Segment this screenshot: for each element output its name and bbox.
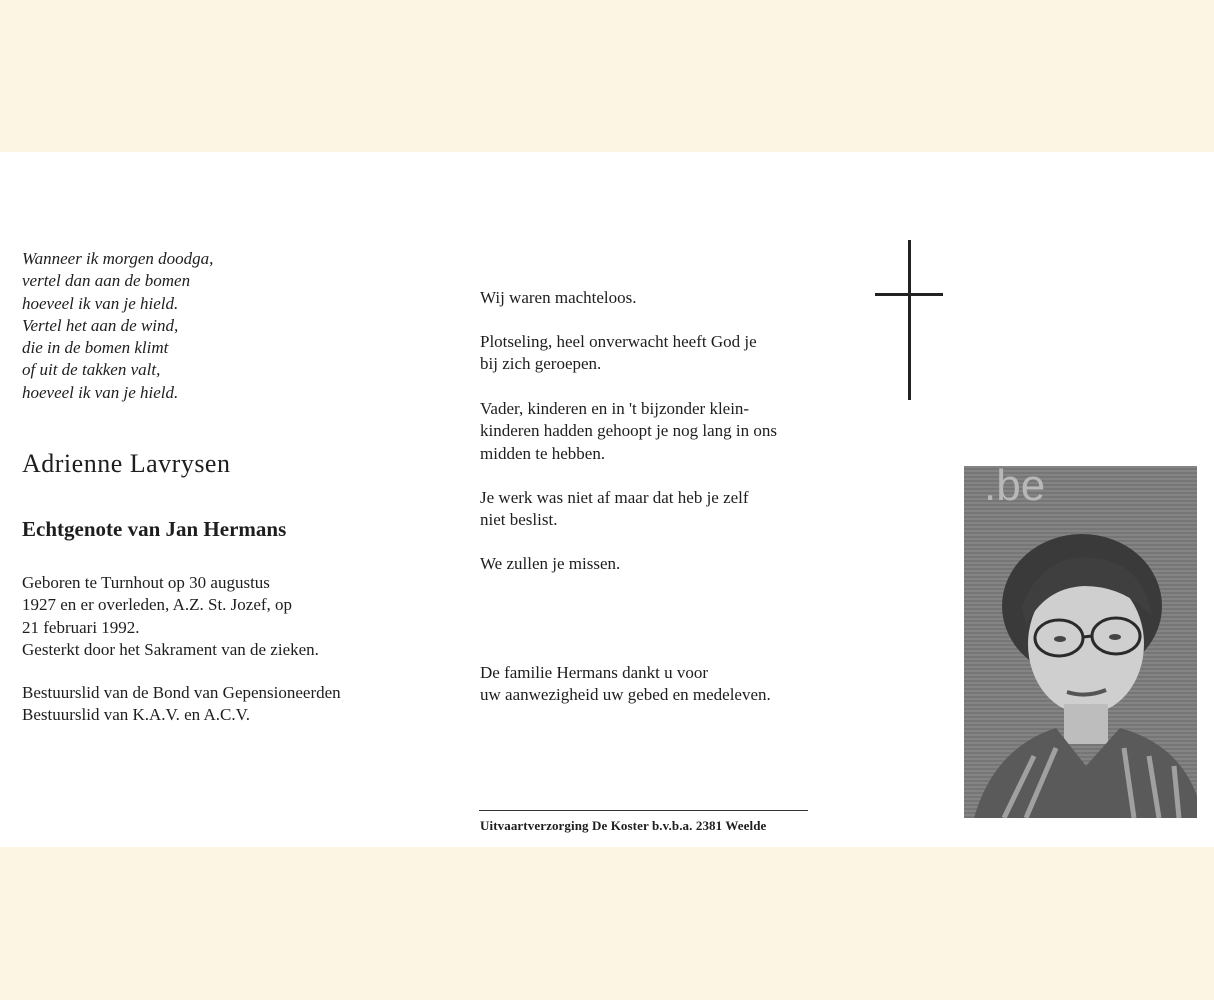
thanks-line: uw aanwezigheid uw gebed en medeleven. bbox=[480, 685, 771, 705]
portrait-photo bbox=[964, 466, 1197, 818]
poem bbox=[22, 248, 213, 404]
poem-line: vertel dan aan de bomen bbox=[22, 271, 191, 291]
cross-icon bbox=[875, 240, 943, 400]
poem-line: hoeveel ik van je hield. bbox=[22, 382, 179, 402]
poem-line: hoeveel ik van je hield. bbox=[22, 293, 179, 313]
thanks-paragraph bbox=[480, 662, 771, 707]
bio-line: Gesterkt door het Sakrament van de zieken. bbox=[22, 639, 319, 659]
bio-line: 1927 en er overleden, A.Z. St. Jozef, op bbox=[22, 595, 293, 615]
message-line: We zullen je missen. bbox=[480, 554, 621, 573]
message-line: niet beslist. bbox=[480, 510, 558, 530]
message-line: Vader, kinderen en in 't bijzonder klein- bbox=[480, 399, 750, 418]
photo-watermark: .be bbox=[984, 466, 1046, 510]
footer-divider bbox=[479, 810, 808, 811]
message-paragraph-4 bbox=[480, 487, 749, 532]
message-line: kinderen hadden gehoopt je nog lang in ons bbox=[480, 421, 777, 441]
board-memberships bbox=[22, 682, 341, 727]
portrait-figure bbox=[964, 466, 1197, 818]
message-paragraph-3 bbox=[480, 398, 777, 465]
message-line: Wij waren machteloos. bbox=[480, 288, 637, 307]
message-line: midden te hebben. bbox=[480, 443, 606, 463]
poem-line: Vertel het aan de wind, bbox=[22, 315, 179, 335]
poem-line: of uit de takken valt, bbox=[22, 360, 161, 380]
spouse-line: Echtgenote van Jan Hermans bbox=[22, 517, 287, 541]
message-paragraph-1 bbox=[480, 287, 637, 309]
message-line: Je werk was niet af maar dat heb je zelf bbox=[480, 488, 749, 507]
bio-line: Geboren te Turnhout op 30 augustus bbox=[22, 573, 270, 592]
biography bbox=[22, 572, 319, 661]
funeral-home-credit: Uitvaartverzorging De Koster b.v.b.a. 2381 Weelde bbox=[480, 818, 767, 833]
board-line: Bestuurslid van de Bond van Gepensioneerden bbox=[22, 683, 341, 702]
deceased-name: Adrienne Lavrysen bbox=[22, 449, 231, 478]
board-line: Bestuurslid van K.A.V. en A.C.V. bbox=[22, 705, 250, 725]
message-paragraph-5 bbox=[480, 553, 620, 575]
poem-line: Wanneer ik morgen doodga, bbox=[22, 249, 214, 268]
bio-line: 21 februari 1992. bbox=[22, 617, 140, 637]
message-paragraph-2 bbox=[480, 331, 757, 376]
message-line: bij zich geroepen. bbox=[480, 354, 602, 374]
poem-line: die in de bomen klimt bbox=[22, 338, 169, 358]
message-line: Plotseling, heel onverwacht heeft God je bbox=[480, 332, 757, 351]
thanks-line: De familie Hermans dankt u voor bbox=[480, 663, 709, 682]
